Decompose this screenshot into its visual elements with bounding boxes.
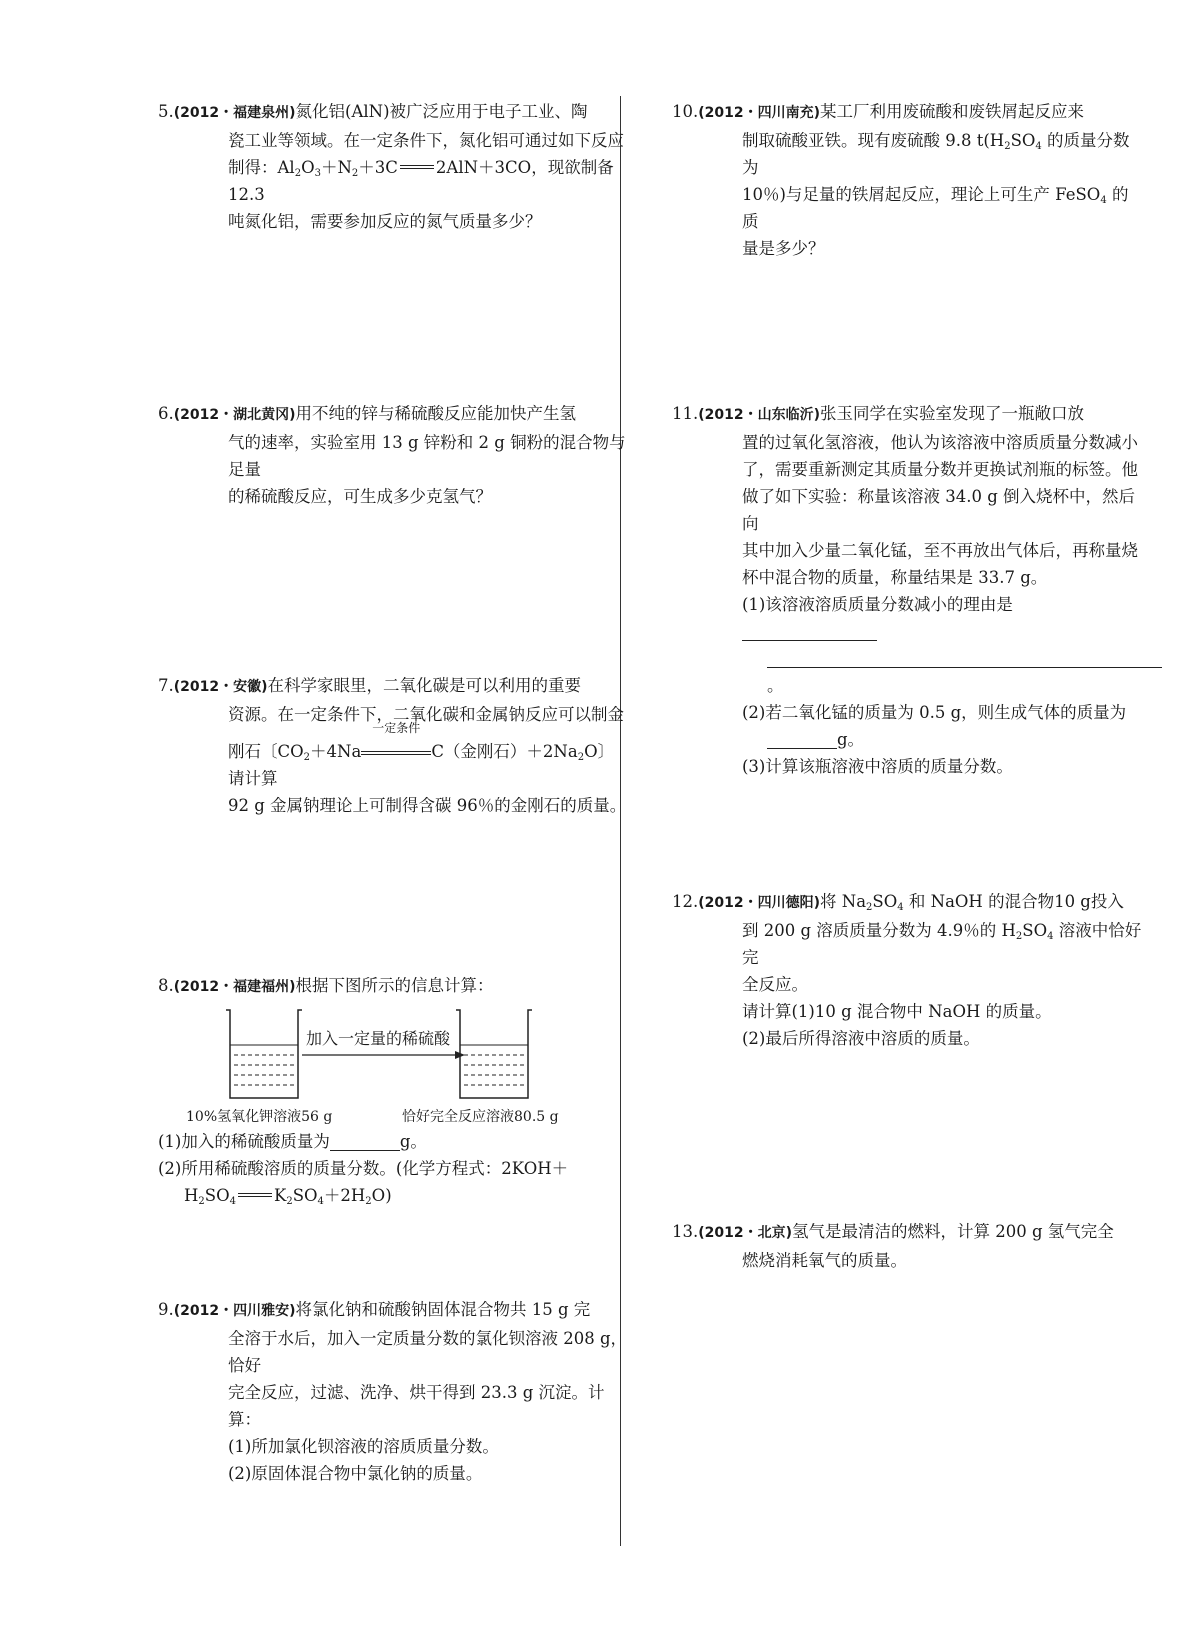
right-beaker <box>456 1010 532 1098</box>
right-beaker-caption: 恰好完全反应溶液80.5 g <box>402 1109 559 1125</box>
question-text: 氢气是最清洁的燃料，计算 200 g 氢气完全 <box>792 1222 1114 1241</box>
equals-sign <box>400 165 434 169</box>
question-source: (2012・四川南充) <box>698 105 821 121</box>
question-text: 用不纯的锌与稀硫酸反应能加快产生氢 <box>295 404 577 423</box>
question-text: 完全反应，过滤、洗净、烘干得到 23.3 g 沉淀。计算： <box>228 1383 605 1429</box>
question-number: 11. <box>672 404 699 423</box>
arrow-label: 加入一定量的稀硫酸 <box>306 1029 451 1048</box>
question-number: 10. <box>672 102 699 121</box>
question-8-parts <box>158 1128 628 1209</box>
question-text: 置的过氧化氢溶液，他认为该溶液中溶质质量分数减小 <box>742 433 1138 452</box>
question-text: 全溶于水后，加入一定质量分数的氯化钡溶液 208 g，恰好 <box>228 1329 628 1375</box>
question-text: 将氯化钠和硫酸钠固体混合物共 15 g 完 <box>295 1300 591 1319</box>
left-beaker <box>226 1010 302 1098</box>
question-text: 杯中混合物的质量，称量结果是 33.7 g。 <box>742 568 1048 587</box>
question-text: 在科学家眼里，二氧化碳是可以利用的重要 <box>267 676 582 695</box>
question-text: 92 g 金属钠理论上可制得含碳 96％的金刚石的质量。 <box>228 796 627 815</box>
question-text: 根据下图所示的信息计算： <box>295 976 494 995</box>
subquestion-2: (2)最后所得溶液中溶质的质量。 <box>742 1029 980 1048</box>
question-number: 7. <box>158 676 174 695</box>
question-text: 气的速率，实验室用 13 g 锌粉和 2 g 铜粉的混合物与足量 <box>228 433 626 479</box>
subquestion-3: (3)计算该瓶溶液中溶质的质量分数。 <box>742 757 1013 776</box>
question-number: 8. <box>158 976 174 995</box>
equation: $H_2SO_4$ $K_2SO_4+2H_2O$) <box>184 1186 392 1207</box>
question-text: 吨氮化铝，需要参加反应的氮气质量多少？ <box>228 212 542 231</box>
question-7 <box>158 672 628 819</box>
question-text: 了，需要重新测定其质量分数并更换试剂瓶的标签。他 <box>742 460 1138 479</box>
question-text: 资源。在一定条件下，二氧化碳和金属钠反应可以制金 <box>228 705 624 724</box>
question-number: 6. <box>158 404 174 423</box>
question-text: 氮化铝(AlN)被广泛应用于电子工业、陶 <box>295 102 588 121</box>
question-13 <box>672 1218 1142 1274</box>
equation: 制得：$Al_2O_3+N_2+3C$ 2AlN＋3CO，现欲制备 12.3 <box>228 158 614 204</box>
beaker-diagram <box>180 1000 600 1110</box>
question-11 <box>672 400 1142 780</box>
question-source: (2012・四川德阳) <box>698 895 821 911</box>
question-text: 的稀硫酸反应，可生成多少克氢气？ <box>228 487 492 506</box>
left-beaker-caption: 10%氢氧化钾溶液56 g <box>186 1109 333 1125</box>
answer-blank[interactable] <box>330 1130 400 1151</box>
subquestion-1: (1)加入的稀硫酸质量为 g。 <box>158 1132 427 1151</box>
equation: 刚石〔$CO_2+4Na$ 一定条件 C（金刚石）$+2Na_2O$〕请计算 <box>228 721 615 788</box>
question-source: (2012・安徽) <box>173 679 268 695</box>
answer-blank[interactable] <box>767 647 1162 668</box>
question-number: 12. <box>672 892 699 911</box>
question-12 <box>672 888 1142 1052</box>
question-text: 10％)与足量的铁屑起反应，理论上可生产 FeSO$_4$ 的质 <box>742 185 1129 231</box>
subquestion-1: 请计算(1)10 g 混合物中 NaOH 的质量。 <box>742 1002 1052 1021</box>
question-text: 到 200 g 溶质质量分数为 4.9％的 $H_2SO_4$ 溶液中恰好完 <box>742 921 1142 967</box>
question-source: (2012・福建泉州) <box>173 105 296 121</box>
question-9 <box>158 1296 628 1487</box>
subquestion-2: (2)若二氧化锰的质量为 0.5 g，则生成气体的质量为 <box>742 703 1127 722</box>
subquestion-1: (1)该溶液溶质质量分数减小的理由是 <box>707 591 1142 645</box>
question-text: 某工厂利用废硫酸和废铁屑起反应来 <box>820 102 1085 121</box>
question-text: 量是多少？ <box>742 239 825 258</box>
subquestion-1-continued: 。 <box>707 645 1142 699</box>
question-number: 5. <box>158 102 174 121</box>
question-text: 瓷工业等领域。在一定条件下，氮化铝可通过如下反应 <box>228 131 624 150</box>
subquestion-2-continued: g。 <box>707 726 1142 753</box>
subquestion-1: (1)所加氯化钡溶液的溶质质量分数。 <box>228 1437 499 1456</box>
answer-blank[interactable] <box>742 620 877 641</box>
question-5 <box>158 98 628 235</box>
equals-sign <box>238 1193 272 1197</box>
question-text: 全反应。 <box>742 975 808 994</box>
question-source: (2012・福建福州) <box>173 979 296 995</box>
question-6 <box>158 400 628 510</box>
beaker-diagram-svg <box>180 1000 600 1110</box>
question-number: 9. <box>158 1300 174 1319</box>
subquestion-2: (2)原固体混合物中氯化钠的质量。 <box>228 1464 483 1483</box>
question-source: (2012・山东临沂) <box>698 407 821 423</box>
question-text: 其中加入少量二氧化锰，至不再放出气体后，再称量烧 <box>742 541 1138 560</box>
question-source: (2012・北京) <box>698 1225 793 1241</box>
arrow-icon <box>302 1051 465 1059</box>
question-8 <box>158 972 628 1001</box>
question-text: 做了如下实验：称量该溶液 34.0 g 倒入烧杯中，然后向 <box>742 487 1136 533</box>
question-source: (2012・四川雅安) <box>173 1303 296 1319</box>
question-text: 张玉同学在实验室发现了一瓶敞口放 <box>820 404 1085 423</box>
question-10 <box>672 98 1142 262</box>
question-text: 将 $Na_2SO_4$ 和 NaOH 的混合物10 g投入 <box>820 892 1124 913</box>
question-number: 13. <box>672 1222 699 1241</box>
question-text: 燃烧消耗氧气的质量。 <box>742 1251 907 1270</box>
question-text: 制取硫酸亚铁。现有废硫酸 9.8 $t(H_2SO_4$ 的质量分数为 <box>742 131 1130 177</box>
subquestion-2: (2)所用稀硫酸溶质的质量分数。(化学方程式：2KOH＋ <box>158 1159 569 1178</box>
question-source: (2012・湖北黄冈) <box>173 407 296 423</box>
answer-blank[interactable] <box>767 728 837 749</box>
reaction-condition: 一定条件 <box>361 741 431 755</box>
